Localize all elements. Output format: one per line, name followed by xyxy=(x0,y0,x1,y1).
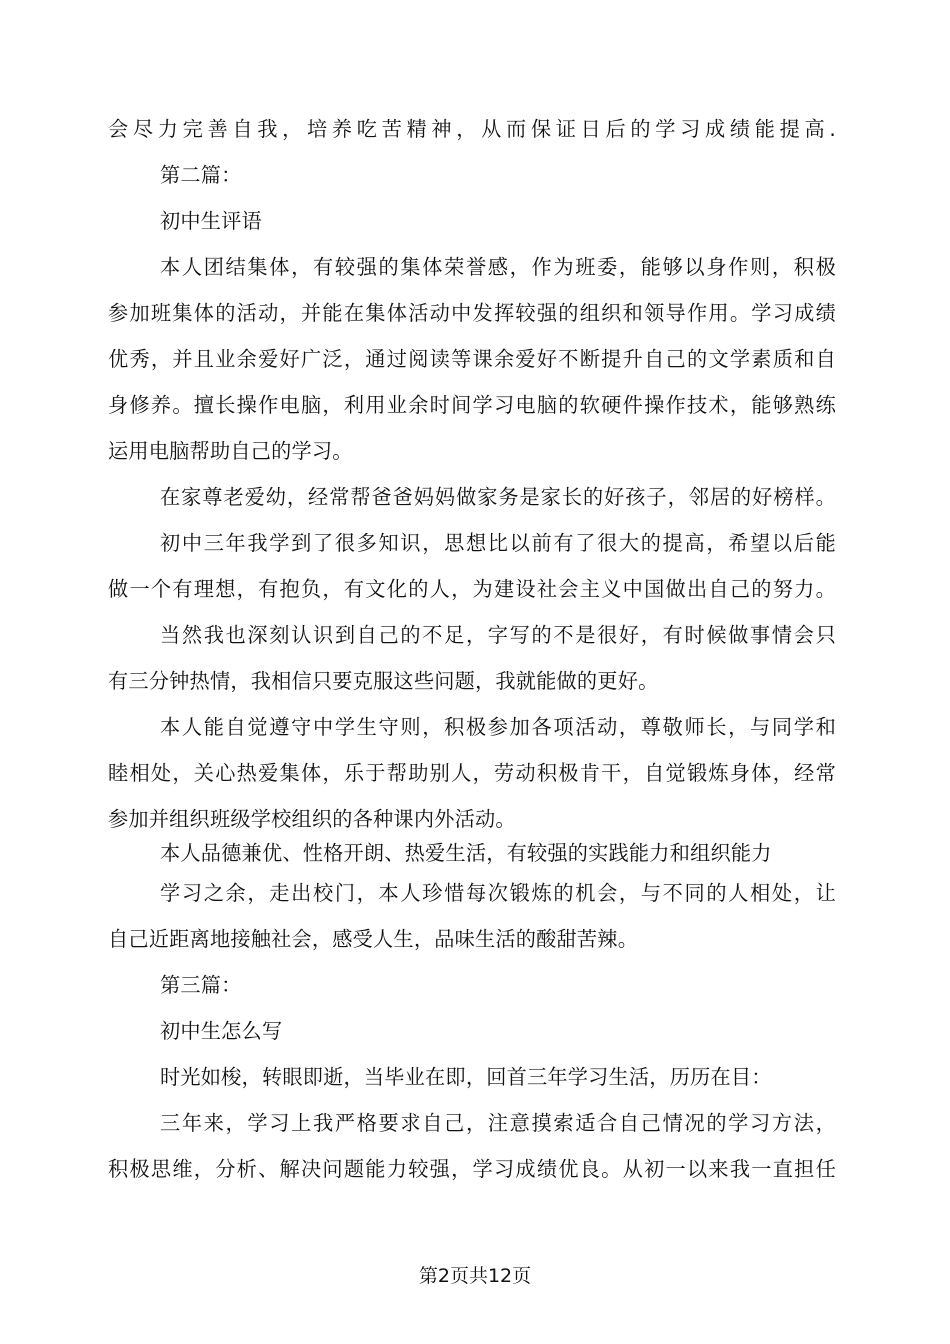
text-line: 初中三年我学到了很多知识，思想比以前有了很大的提高，希望以后能 xyxy=(160,531,836,555)
text-line: 本人品德兼优、性格开朗、热爱生活，有较强的实践能力和组织能力 xyxy=(160,841,772,865)
text-line: 本人能自觉遵守中学生守则，积极参加各项活动，尊敬师长，与同学和 xyxy=(160,715,836,739)
text-line: 优秀，并且业余爱好广泛，通过阅读等课余爱好不断提升自己的文学素质和自 xyxy=(108,347,836,371)
text-line: 自己近距离地接触社会，感受人生，品味生活的酸甜苦辣。 xyxy=(108,927,639,951)
body-text xyxy=(108,115,836,1201)
text-line: 参加班集体的活动，并能在集体活动中发挥较强的组织和领导作用。学习成绩 xyxy=(108,301,836,325)
text-line: 有三分钟热情，我相信只要克服这些问题，我就能做的更好。 xyxy=(108,669,659,693)
text-line: 本人团结集体，有较强的集体荣誉感，作为班委，能够以身作则，积极 xyxy=(160,255,836,279)
text-line: 身修养。擅长操作电脑，利用业余时间学习电脑的软硬件操作技术，能够熟练 xyxy=(108,393,836,417)
text-line: 时光如梭，转眼即逝，当毕业在即，回首三年学习生活，历历在目： xyxy=(160,1065,772,1089)
text-line: 积极思维，分析、解决问题能力较强，学习成绩优良。从初一以来我一直担任 xyxy=(108,1157,836,1181)
section-heading: 第二篇： xyxy=(160,163,242,187)
section-heading: 第三篇： xyxy=(160,973,242,997)
section-title: 初中生怎么写 xyxy=(160,1019,283,1043)
page-number: 第2页共12页 xyxy=(418,1265,532,1287)
text-line: 睦相处，关心热爱集体，乐于帮助别人，劳动积极肯干，自觉锻炼身体，经常 xyxy=(108,761,836,785)
text-line: 在家尊老爱幼，经常帮爸爸妈妈做家务是家长的好孩子，邻居的好榜样。 xyxy=(160,485,836,509)
text-line: 学习之余，走出校门，本人珍惜每次锻炼的机会，与不同的人相处，让 xyxy=(160,881,836,905)
section-title: 初中生评语 xyxy=(160,209,262,233)
text-line: 参加并组织班级学校组织的各种课内外活动。 xyxy=(108,807,516,831)
text-line: 会尽力完善自我，培养吃苦精神，从而保证日后的学习成绩能提高. xyxy=(108,117,836,141)
text-line: 运用电脑帮助自己的学习。 xyxy=(108,439,353,463)
text-line: 当然我也深刻认识到自己的不足，字写的不是很好，有时候做事情会只 xyxy=(160,623,836,647)
text-line: 三年来，学习上我严格要求自己，注意摸索适合自己情况的学习方法， xyxy=(160,1111,836,1135)
text-line: 做一个有理想，有抱负，有文化的人，为建设社会主义中国做出自己的努力。 xyxy=(108,577,836,601)
